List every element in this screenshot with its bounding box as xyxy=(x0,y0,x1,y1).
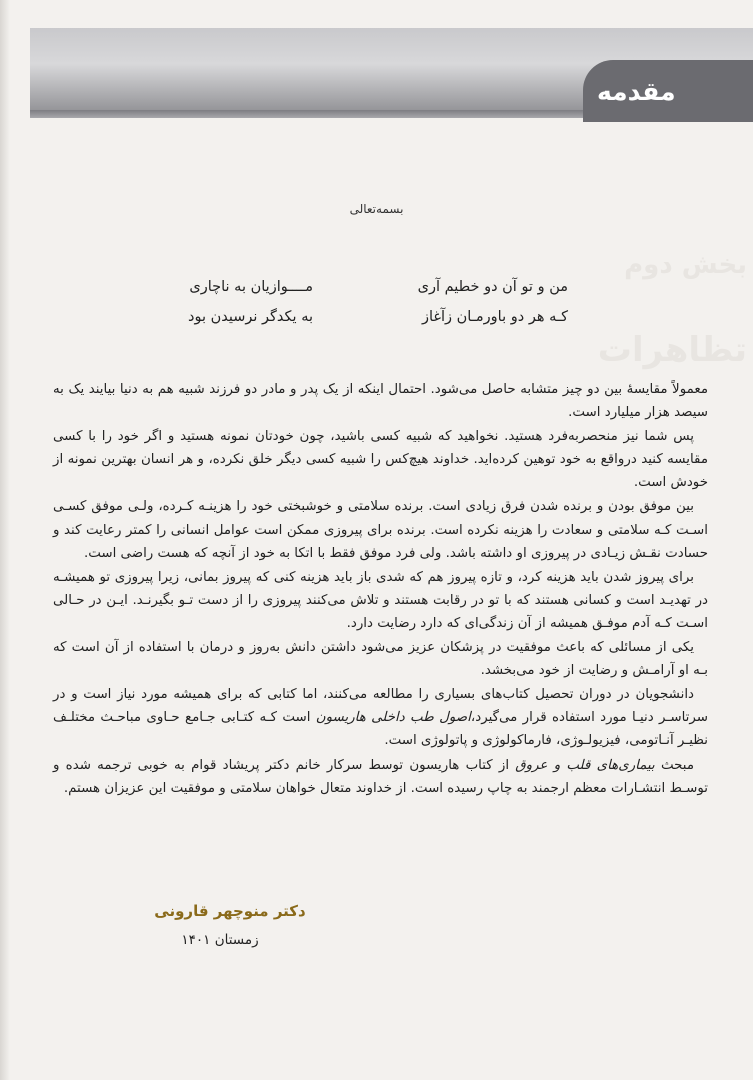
book-title-italic: بیماری‌های قلب و عروق xyxy=(515,757,655,773)
poem-line: من و تو آن دو خطیم آری xyxy=(417,279,568,295)
text-run: از کتاب هاریسون توسط سرکار خانم دکتر پریشاد قوام به خوبی ترجمه شده و توسـط انتشـارات معظم ارجمند به چاپ رسیده است. از خداوند متعال خواهان سلامتی و موفقیت این عزیزان هستم. xyxy=(53,757,708,796)
text-run: مبحث xyxy=(660,757,694,773)
paragraph: یکی از مسائلی که باعث موفقیت در پزشکان عزیز می‌شود داشتن دانش به‌روز و درمان با استفاده از آن است که بـه او آرامـش و رضایت از خود می‌بخشد. xyxy=(53,640,708,679)
introduction-body xyxy=(53,378,708,801)
poem-right-column xyxy=(368,272,568,332)
text-run: دانشجویان در دوران تحصیل کتاب‌های بسیاری را مطالعه می‌کنند، اما کتابی که برای همیشه مورد نیاز است و در سرتاسـر دنیـا مورد استفاده قرار می‌گیرد، xyxy=(53,687,708,726)
paragraph: بین موفق بودن و برنده شدن فرق زیادی است. برنده سلامتی و خوشبختی خود را هزینـه کـرده، ولـی موفق کسـی اسـت کـه سلامتی و سعادت را هزینه نکرده است. برنده برای پیروزی ممکن است عوامل انسانی را کمتر رعایت کند و حسادت نقـش زیـادی در پیروزی او داشته باشد. ولی فرد موفق فقط با اتکا به خود از آنچه که هست راضی است. xyxy=(53,499,708,561)
paragraph: برای پیروز شدن باید هزینه کرد، و تازه پیروز هم که شدی باز باید هزینه کنی که پیروز بمانی، زیرا پیروزی تو همیشـه در تهدیـد است و کسانی هستند که با تو در رقابت هستند و تلاش می‌کنند پیروزی را از دست تـو بگیرنـد. ایـن در حـالی اسـت کـه آدم موفـق همیشه از آن زندگی‌ای که دارد رضایت دارد. xyxy=(53,569,708,631)
book-title-italic: اصول طب داخلی هاریسون xyxy=(315,710,471,726)
poem-line: کـه هر دو باورمـان زآغاز xyxy=(421,309,568,325)
paragraph: پس شما نیز منحصربه‌فرد هستید. نخواهید که شبیه کسی باشید، چون خودتان نمونه هستید و اگر خود را با کسی مقایسه کنید درواقع به خود توهین کرده‌اید. خداوند هیچ‌کس را شبیه کسی دیگر خلق نکرده، و هر انسان بهترین نمونه از خودش است. xyxy=(53,429,708,491)
signature-name: دکتر منوچهر قارونی xyxy=(154,902,306,920)
bleed-through-text: بخش دوم xyxy=(624,250,747,280)
paragraph xyxy=(53,683,708,752)
basmala: بسمه‌تعالی xyxy=(349,202,404,216)
paragraph: معمولاً مقایسهٔ بین دو چیز متشابه حاصل می‌شود. احتمال اینکه از یک پدر و مادر دو فرزند شبیه هم به دنیا بیایند یک به سیصد هزار میلیارد است. xyxy=(53,382,708,421)
poem-line: مــــوازیان به ناچاری xyxy=(189,279,313,295)
page-binding-shadow xyxy=(0,0,10,1080)
text-run: است کـه کتـابی جـامع حـاوی مباحـث مختلـف نظیـر آنـاتومی، فیزیولـوژی، فارماکولوژی و پاتولوژی است. xyxy=(53,710,708,749)
bleed-through-text: تظاهرات xyxy=(597,330,747,370)
poem-left-column xyxy=(113,272,313,332)
signature-date: زمستان ۱۴۰۱ xyxy=(181,932,259,948)
paragraph xyxy=(53,754,708,800)
chapter-title-tab xyxy=(583,60,753,122)
poem-line: به یکدگر نرسیدن بود xyxy=(188,309,313,325)
page-title: مقدمه xyxy=(597,76,676,106)
